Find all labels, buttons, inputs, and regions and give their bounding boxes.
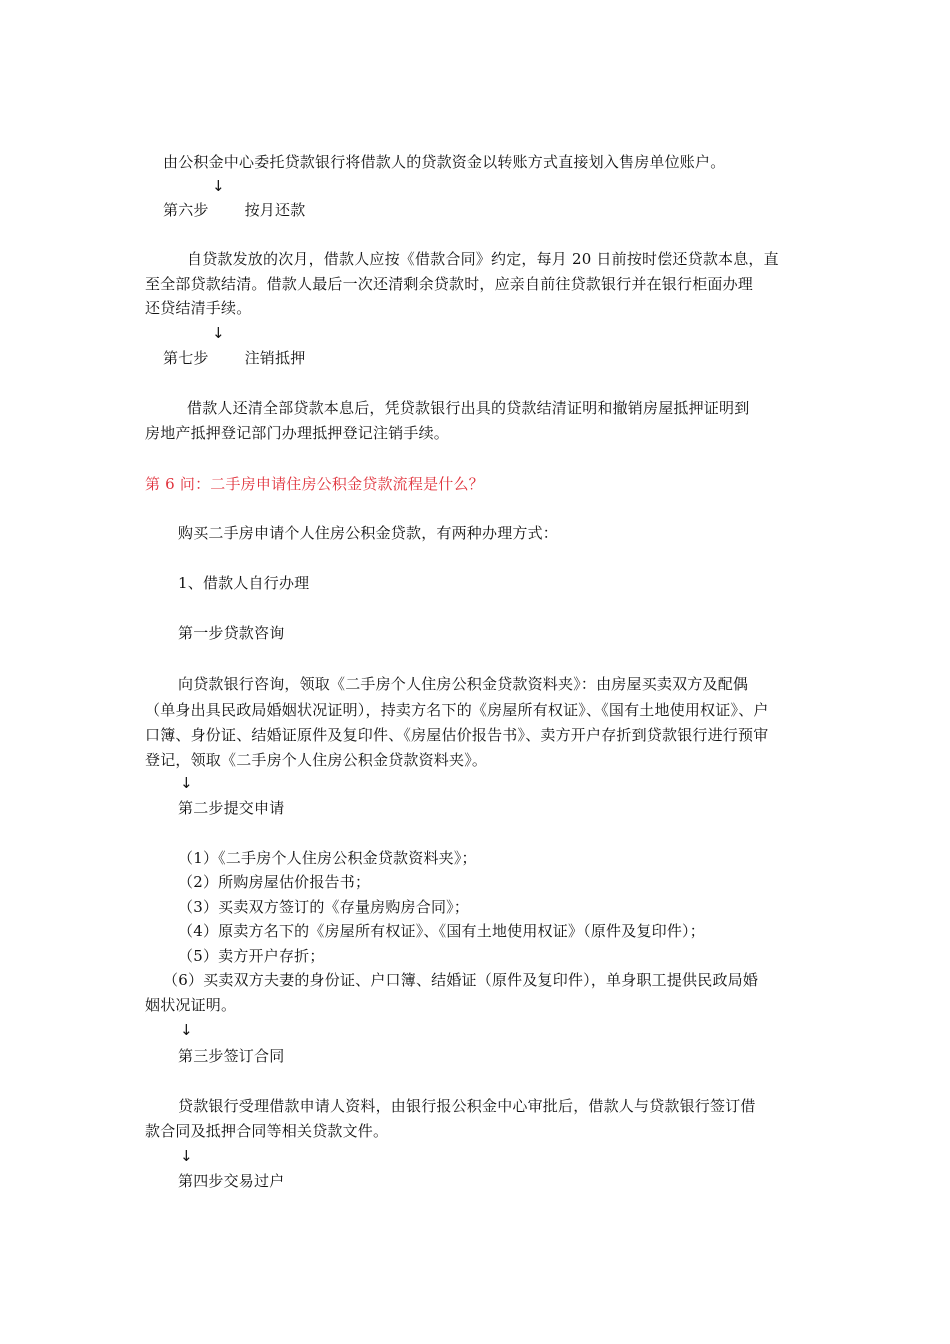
step-title: 第二步提交申请 [178,799,285,817]
step7-heading [163,348,305,368]
down-arrow-icon: ↓ [180,1147,193,1165]
list-item: （1）《二手房个人住房公积金贷款资料夹》； [178,849,477,867]
step-title: 第一步贷款咨询 [178,624,285,642]
list-item: 姻状况证明。 [145,996,237,1014]
paragraph-mortgage-release-line: 房地产抵押登记部门办理抵押登记注销手续。 [145,424,450,442]
down-arrow-icon: ↓ [180,1021,193,1039]
step-title: 第四步交易过户 [178,1172,285,1190]
paragraph-transfer: 由公积金中心委托贷款银行将借款人的贷款资金以转账方式直接划入售房单位账户。 [163,153,726,171]
list-item: （6）买卖双方夫妻的身份证、户口簿、结婚证（原件及复印件），单身职工提供民政局婚 [163,971,759,989]
list-item: （2）所购房屋估价报告书； [178,873,371,891]
step1-text-line: 向贷款银行咨询，领取《二手房个人住房公积金贷款资料夹》：由房屋买卖双方及配偶 [178,675,749,693]
down-arrow-icon: ↓ [212,324,225,342]
step3-text-line: 贷款银行受理借款申请人资料，由银行报公积金中心审批后，借款人与贷款银行签订借 [178,1097,756,1115]
step6-title: 按月还款 [244,201,306,219]
step1-text-line: 登记，领取《二手房个人住房公积金贷款资料夹》。 [145,751,488,769]
paragraph-repayment-line: 还贷结清手续。 [145,299,252,317]
list-item: （5）卖方开户存折； [178,947,325,965]
list-item: （3）买卖双方签订的《存量房购房合同》； [178,898,470,916]
step6-heading [163,200,305,220]
down-arrow-icon: ↓ [212,177,225,195]
step-title: 第三步签订合同 [178,1047,285,1065]
intro-paragraph: 购买二手房申请个人住房公积金贷款，有两种办理方式： [178,524,559,542]
method-heading: 1、借款人自行办理 [178,574,310,592]
paragraph-mortgage-release-line: 借款人还清全部贷款本息后，凭贷款银行出具的贷款结清证明和撤销房屋抵押证明到 [187,399,750,417]
step1-text-line: （单身出具民政局婚姻状况证明），持卖方名下的《房屋所有权证》、《国有土地使用权证》、户 [145,701,769,719]
down-arrow-icon: ↓ [180,774,193,792]
paragraph-repayment-line: 至全部贷款结清。借款人最后一次还清剩余贷款时，应亲自前往贷款银行并在银行柜面办理 [145,275,754,293]
step6-label: 第六步 [163,201,209,219]
step7-title: 注销抵押 [244,349,306,367]
step3-text-line: 款合同及抵押合同等相关贷款文件。 [145,1122,389,1140]
step7-label: 第七步 [163,349,209,367]
paragraph-repayment-line: 自贷款发放的次月，借款人应按《借款合同》约定，每月 20 日前按时偿还贷款本息，直 [187,250,779,268]
step1-text-line: 口簿、身份证、结婚证原件及复印件、《房屋估价报告书》、卖方开户存折到贷款银行进行预审 [145,726,769,744]
question-heading: 第 6 问：二手房申请住房公积金贷款流程是什么？ [145,475,484,493]
list-item: （4）原卖方名下的《房屋所有权证》、《国有土地使用权证》（原件及复印件）； [178,922,705,940]
